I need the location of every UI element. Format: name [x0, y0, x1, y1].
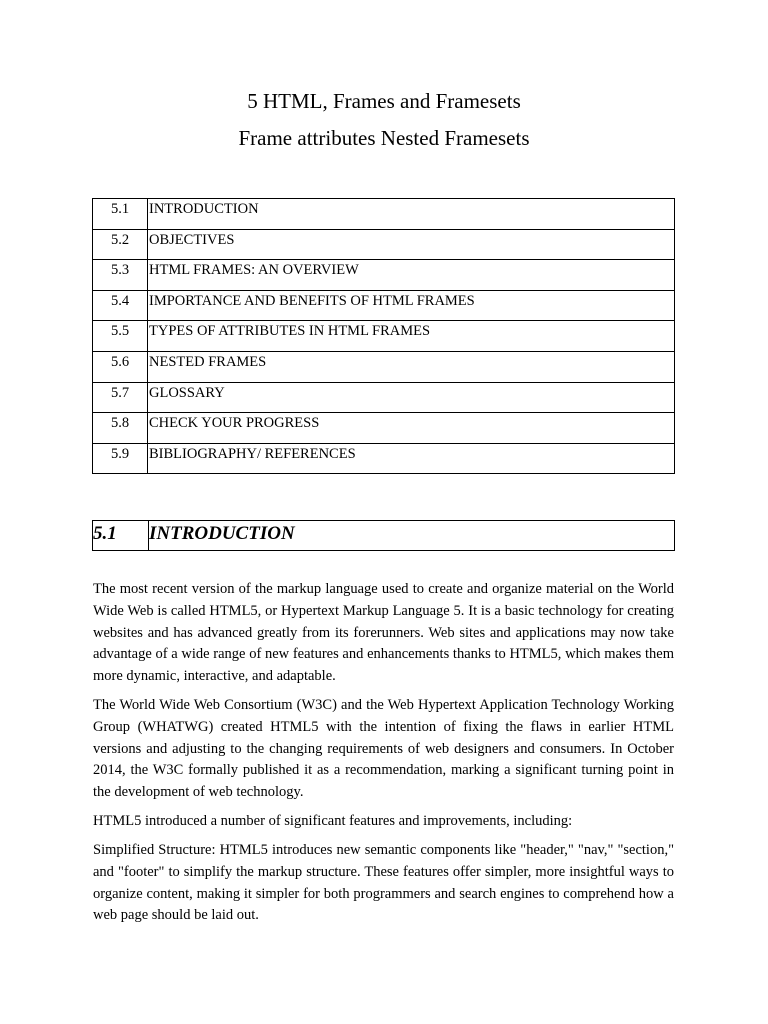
toc-number: 5.8 [93, 413, 148, 444]
toc-label: NESTED FRAMES [148, 351, 675, 382]
toc-label: GLOSSARY [148, 382, 675, 413]
toc-row [93, 351, 675, 382]
toc-number: 5.7 [93, 382, 148, 413]
toc-label: BIBLIOGRAPHY/ REFERENCES [148, 443, 675, 474]
toc-label: IMPORTANCE AND BENEFITS OF HTML FRAMES [148, 290, 675, 321]
toc-label: TYPES OF ATTRIBUTES IN HTML FRAMES [148, 321, 675, 352]
toc-number: 5.1 [93, 199, 148, 230]
paragraph: Simplified Structure: HTML5 introduces new semantic components like "header," "nav," "section," and "footer" to simplify the markup structure. These features offer simpler, more insightful ways to organize content, making it simpler for both programmers and search engines to comprehend how a web page should be laid out. [93, 842, 674, 924]
section-heading-box [92, 520, 675, 551]
section-heading: INTRODUCTION [149, 521, 675, 551]
toc-row [93, 290, 675, 321]
toc-row [93, 229, 675, 260]
toc-number: 5.9 [93, 443, 148, 474]
toc-label: OBJECTIVES [148, 229, 675, 260]
table-of-contents [92, 198, 675, 474]
toc-row [93, 382, 675, 413]
section-number: 5.1 [93, 521, 149, 551]
toc-label: CHECK YOUR PROGRESS [148, 413, 675, 444]
toc-number: 5.3 [93, 260, 148, 291]
toc-row [93, 413, 675, 444]
toc-row [93, 443, 675, 474]
toc-row [93, 260, 675, 291]
toc-row [93, 321, 675, 352]
toc-label: HTML FRAMES: AN OVERVIEW [148, 260, 675, 291]
toc-label: INTRODUCTION [148, 199, 675, 230]
toc-number: 5.6 [93, 351, 148, 382]
toc-row [93, 199, 675, 230]
chapter-title: 5 HTML, Frames and Framesets [247, 89, 521, 113]
chapter-subtitle: Frame attributes Nested Framesets [238, 126, 530, 150]
toc-number: 5.5 [93, 321, 148, 352]
toc-number: 5.4 [93, 290, 148, 321]
paragraph: The World Wide Web Consortium (W3C) and the Web Hypertext Application Technology Working Group (WHATWG) created HTML5 with the intention of fixing the flaws in earlier HTML versions and adjusting to the changing requirements of web designers and consumers. In October 2014, the W3C formally published it as a recommendation, marking a significant turning point in the development of web technology. [93, 697, 674, 801]
paragraph: The most recent version of the markup language used to create and organize material on the World Wide Web is called HTML5, or Hypertext Markup Language 5. It is a basic technology for creating websites and has advanced greatly from its forerunners. Web sites and applications may now take advantage of a wide range of new features and enhancements thanks to HTML5, which makes them more dynamic, interactive, and adaptable. [93, 581, 674, 685]
toc-number: 5.2 [93, 229, 148, 260]
paragraph: HTML5 introduced a number of significant features and improvements, including: [93, 813, 573, 829]
